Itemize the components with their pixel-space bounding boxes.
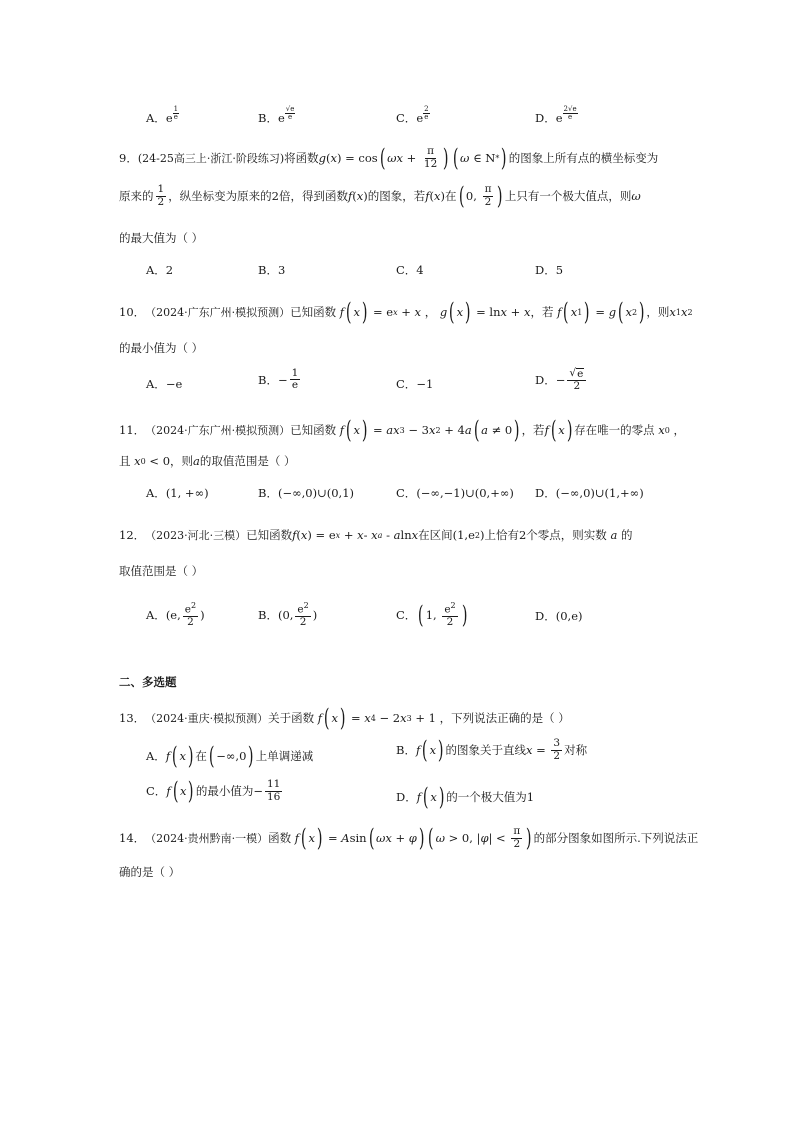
q14-line-2 [119,864,180,880]
q12-option-d[interactable] [535,608,583,624]
q11-option-d[interactable] [535,485,644,501]
formula-f: f ( x ) = A sin ( ωx + φ ) ( ω > 0, | φ | < $\frac{\pi}{2}$ ) [294,824,532,852]
option-label: D． [535,373,556,388]
q9-option-d[interactable] [535,262,563,278]
q12-line-1 [119,527,632,543]
q9-option-b[interactable] [258,262,285,278]
question-text: 将函数 [284,151,319,165]
option-value: (e, $\frac{e^2}{2}$ ) [165,601,205,628]
formula-f: f ( x ) [165,742,194,770]
formula-interval: ( 0, $\frac{\pi}{2}$ ) [458,182,503,210]
formula-f: f ( x ) = ax 3 − 3 x 2 + 4 a ( a ≠ 0 ) [339,416,520,444]
question-text: ，则 [170,454,194,468]
option-text: D．5 [535,263,564,277]
q9-line-2 [119,184,641,208]
question-source: （2024·广东广州·模拟预测） [145,424,291,437]
option-text: A．2 [146,263,174,277]
option-label: A． [146,607,166,622]
option-label: B． [258,372,278,387]
question-text: 的最小值为（ ） [119,341,204,355]
question-text: 原来的 [119,189,154,203]
option-label: A． [146,486,166,500]
question-text: 的部分图象如图所示.下列说法正 [533,831,699,845]
question-source: （2024·贵州黔南·一模） [145,832,269,845]
q9-option-c[interactable] [396,262,424,278]
option-value: − $\frac{1}{e}$ [277,367,299,392]
question-text: 已知函数 [246,528,293,542]
option-text: 的图象关于直线 [445,743,526,757]
option-label: C． [146,784,167,798]
option-text: 的一个极大值为1 [446,790,535,804]
question-text: ，下列说法正确的是（ ） [439,711,570,725]
q8-option-c[interactable] [396,104,430,126]
option-label: A． [146,111,166,125]
option-value: (0,e) [555,609,583,623]
option-label: B． [258,607,278,622]
option-label: C． [396,607,417,622]
question-text: 在 [445,189,457,203]
q11-line-2 [119,453,296,469]
question-source: （2023·河北·三模） [145,529,247,542]
option-label: A． [146,377,166,391]
formula-f: f ( x ) [348,189,368,203]
q13-option-a[interactable] [146,744,313,768]
section-title [119,674,177,690]
question-text: 已知函数 [290,423,337,437]
formula-f: f ( x ) = e x + x ， g ( x ) = ln x + x [339,298,531,326]
formula-g: g ( x ) = cos ( ω x + $\frac{\pi}{12}$ ) ( ω ∈ N * ) [318,144,507,172]
option-value: (1, +∞) [165,486,209,500]
question-text: 函数 [268,831,292,845]
formula-product: x 1 x 2 [669,305,693,319]
q10-option-c[interactable] [396,376,433,392]
q8-option-a[interactable] [146,104,179,126]
formula-omega: ω [631,189,641,203]
formula-interval: ( −∞,0 ) [208,742,254,770]
option-text: B．3 [258,263,286,277]
option-value: (0, $\frac{e^2}{2}$ ) [277,601,318,628]
question-text: ，纵坐标变为原来的2倍，得到函数 [168,189,349,203]
question-text: 的取值范围是（ ） [199,454,296,468]
formula-interval: (1,e 2 ) [452,528,485,542]
question-text: ，若 [521,423,545,437]
question-text: 取值范围是（ ） [119,564,204,578]
question-text: 上只有一个极大值点，则 [504,189,632,203]
option-text: 对称 [564,743,588,757]
q12-option-b[interactable] [258,602,317,628]
question-text: 已知函数 [290,305,337,319]
formula-f: f ( x ) [416,783,445,811]
option-label: A． [146,749,166,763]
option-text: 在 [195,749,207,763]
q10-option-a[interactable] [146,376,182,392]
option-label: B． [396,743,416,757]
formula-min: − $\frac{11}{16}$ [253,778,281,803]
question-text: ，若 [530,305,554,319]
option-label: C． [396,111,417,125]
question-text: 的图象上所有点的横坐标变为 [508,151,659,165]
question-text: 关于函数 [268,711,315,725]
option-text: 的最小值为 [195,784,254,798]
q13-option-c[interactable] [146,779,284,803]
option-label: B． [258,111,278,125]
question-source: （2024·广东广州·模拟预测） [145,306,291,319]
question-text: 的图象，若 [367,189,426,203]
option-value: e 2√e e [555,104,577,125]
question-number: 13． [119,711,146,725]
formula-eq: f ( x 1 ) = g ( x 2 ) [557,298,645,326]
question-text: 在区间 [418,528,453,542]
formula-a: a [606,528,621,542]
question-text: 确的是（ ） [119,865,181,879]
option-label: C． [396,377,417,391]
option-label: D． [535,609,556,623]
formula-f: f ( x ) = x 4 − 2 x 3 + 1 [317,704,440,732]
option-value: −1 [416,377,434,391]
q11-option-c[interactable] [396,485,514,501]
formula-x0: x 0 ， [658,423,685,437]
q12-option-c[interactable] [396,602,469,628]
question-text: 且 [119,454,131,468]
option-value: − √ e 2 [556,368,589,392]
option-text: C．4 [396,263,424,277]
q13-line-1 [119,706,570,730]
q10-option-d[interactable] [535,368,588,392]
question-number: 11． [119,423,146,437]
question-number: 12． [119,528,146,542]
formula-f: f ( x ) [166,777,194,805]
q12-option-a[interactable] [146,602,205,628]
question-text: 存在唯一的零点 [574,423,655,437]
option-value: −e [165,377,183,391]
question-number: 10． [119,305,146,319]
q9-line-3 [119,230,203,246]
question-text: 的最大值为（ ） [119,231,204,245]
option-value: (−∞,0)∪(1,+∞) [555,486,644,500]
q13-option-d[interactable] [396,785,534,809]
section-title-text: 二、多选题 [119,675,177,689]
q10-line-1 [119,300,693,324]
option-label: D． [535,111,556,125]
q13-option-b[interactable] [396,738,587,762]
question-number: 14． [119,831,146,845]
q10-line-2 [119,340,203,356]
formula-f: f ( x ) [544,416,573,444]
formula-half: $\frac{1}{2}$ [157,183,165,208]
question-text: 的 [620,528,633,542]
option-label: C． [396,486,417,500]
option-value: e 1 e [165,104,179,125]
question-text: 上恰有2个零点，则实数 [484,528,607,542]
q11-option-b[interactable] [258,485,354,501]
formula-a: a [193,454,200,468]
formula-line: x = $\frac{3}{2}$ [525,737,561,762]
option-label: D． [396,790,417,804]
q14-line-1 [119,826,698,850]
option-value: e 2 e [416,104,429,125]
question-source: (24-25高三上·浙江·阶段练习) [137,152,285,165]
option-label: D． [535,486,556,500]
option-value: e √e e [277,104,295,125]
formula-f: f ( x ) [415,736,444,764]
q12-line-2 [119,563,203,579]
q11-line-1 [119,418,685,442]
question-source: （2024·重庆·模拟预测） [145,712,269,725]
formula-x0-neg: x 0 < 0 [134,454,171,468]
option-value: ( 1, $\frac{e^2}{2}$ ) [418,600,468,629]
option-text: 上单调递减 [255,749,314,763]
option-value: (−∞,−1)∪(0,+∞) [416,486,514,500]
q9-line-1 [119,146,658,170]
q10-option-b[interactable] [258,368,302,391]
formula-f: f ( x ) [425,189,446,203]
question-text: ，则 [646,305,670,319]
q8-option-d[interactable] [535,104,578,126]
option-value: (−∞,0)∪(0,1) [277,486,355,500]
question-number: 9． [119,151,138,165]
formula-f: f ( x ) = e x + x - x a - a ln x [292,528,419,542]
q9-option-a[interactable] [146,262,173,278]
q8-option-b[interactable] [258,104,295,126]
q11-option-a[interactable] [146,485,209,501]
option-label: B． [258,486,278,500]
